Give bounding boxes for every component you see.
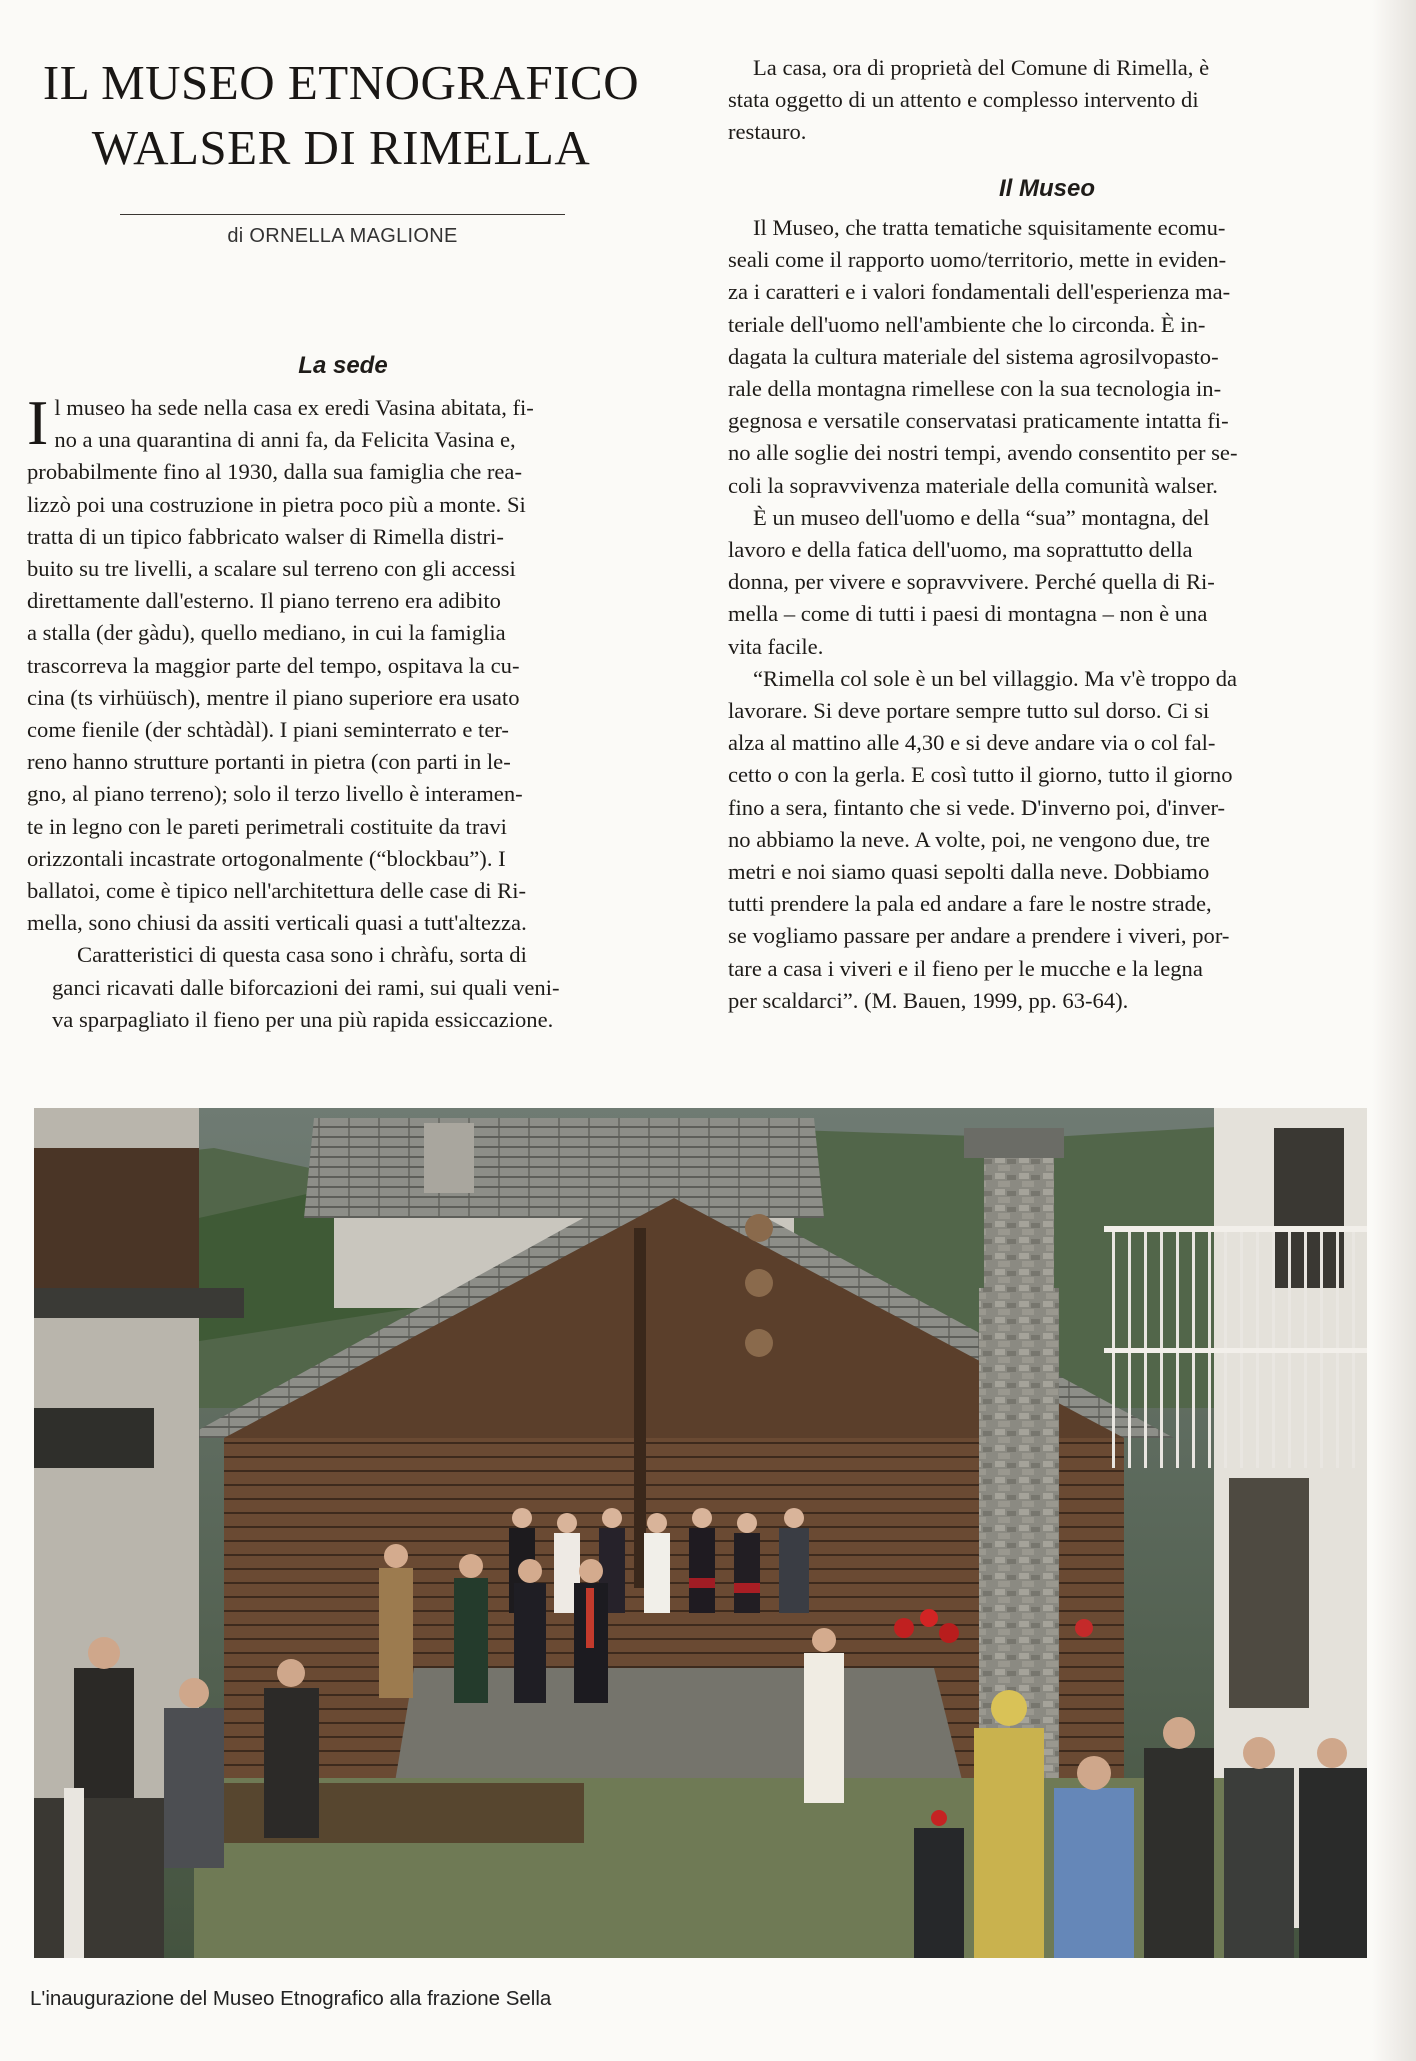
text-line: reno hanno strutture portanti in pietra (con parti in le- — [27, 749, 511, 775]
text-line: direttamente dall'esterno. Il piano terreno era adibito — [27, 588, 501, 614]
right-column-museo — [728, 212, 1366, 1017]
text-line: lavorare. Si deve portare sempre tutto sul dorso. Ci si — [728, 698, 1210, 724]
inauguration-photo — [34, 1108, 1367, 1958]
paragraph-intro — [728, 52, 1366, 149]
text-line: ganci ricavati dalle biforcazioni dei rami, sui quali veni- — [52, 974, 560, 1000]
text-line: tratta di un tipico fabbricato walser di Rimella distri- — [27, 523, 504, 549]
right-column — [728, 52, 1366, 149]
text-line: teriale dell'uomo nell'ambiente che lo circonda. È in- — [728, 311, 1206, 337]
author-byline: di ORNELLA MAGLIONE — [227, 225, 458, 247]
text-line: tare a casa i viveri e il fieno per le mucche e la legna — [728, 955, 1203, 981]
left-column — [27, 387, 659, 1036]
text-line: lavoro e della fatica dell'uomo, ma soprattutto della — [728, 537, 1193, 563]
title-line-2: WALSER DI RIMELLA — [91, 120, 591, 175]
drop-cap: I — [27, 387, 49, 458]
title-line-1: IL MUSEO ETNOGRAFICO — [42, 55, 640, 110]
text-line: buito su tre livelli, a scalare sul terreno con gli accessi — [27, 556, 516, 582]
text-line: mella – come di tutti i paesi di montagna – non è una — [728, 601, 1208, 627]
text-line: ballatoi, come è tipico nell'architettura delle case di Ri- — [27, 878, 527, 904]
text-line: La casa, ora di proprietà del Comune di Rimella, è — [753, 55, 1210, 80]
text-line: te in legno con le pareti perimetrali costituite da travi — [27, 813, 507, 839]
text-line: a stalla (der gàdu), quello mediano, in cui la famiglia — [27, 620, 506, 646]
text-line: stata oggetto di un attento e complesso intervento di — [728, 87, 1199, 113]
text-line: tutti prendere la pala ed andare a fare le nostre strade, — [728, 891, 1212, 917]
paragraph-museo-2 — [728, 502, 1366, 663]
text-line: Caratteristici di questa casa sono i chràfu, sorta di — [77, 942, 527, 968]
photo-caption: L'inaugurazione del Museo Etnografico alla frazione Sella — [30, 1987, 552, 2010]
title-rule — [120, 214, 565, 215]
text-line: probabilmente fino al 1930, dalla sua famiglia che rea- — [27, 459, 522, 485]
text-line: no a una quarantina di anni fa, da Felicita Vasina e, — [54, 427, 516, 453]
text-line: alza al mattino alle 4,30 e si deve andare via o col fal- — [728, 730, 1216, 756]
page-fold-shadow — [1372, 0, 1416, 2061]
text-line: come fienile (der schtàdàl). I piani seminterrato e ter- — [27, 717, 509, 743]
text-line: coli la sopravvivenza materiale della comunità walser. — [728, 472, 1218, 498]
paragraph-sede-2 — [27, 939, 659, 1036]
text-line: za i caratteri e i valori fondamentali dell'esperienza ma- — [728, 279, 1231, 305]
text-line: gno, al piano terreno); solo il terzo livello è interamen- — [27, 781, 523, 807]
heading-la-sede: La sede — [298, 352, 388, 379]
text-line: lizzò poi una costruzione in pietra poco più a monte. Si — [27, 491, 526, 517]
text-line: l museo ha sede nella casa ex eredi Vasina abitata, fi- — [54, 395, 534, 420]
text-line: se vogliamo passare per andare a prendere i viveri, por- — [728, 923, 1230, 949]
text-line: fino a sera, fintanto che si vede. D'inverno poi, d'inver- — [728, 794, 1226, 820]
text-line: per scaldarci”. (M. Bauen, 1999, pp. 63-64). — [728, 987, 1129, 1013]
paragraph-museo-3 — [728, 663, 1366, 1017]
text-line: rale della montagna rimellese con la sua tecnologia in- — [728, 376, 1222, 402]
text-line: gegnosa e versatile conservatasi praticamente intatta fi- — [728, 408, 1229, 434]
text-line: trascorreva la maggior parte del tempo, ospitava la cu- — [27, 652, 520, 678]
paragraph-sede-1 — [27, 387, 659, 939]
text-line: no abbiamo la neve. A volte, poi, ne vengono due, tre — [728, 826, 1210, 852]
text-line: vita facile. — [728, 633, 824, 659]
text-line: metri e noi siamo quasi sepolti dalla neve. Dobbiamo — [728, 859, 1210, 885]
text-line: orizzontali incastrate ortogonalmente (“blockbau”). I — [27, 845, 506, 871]
text-line: va sparpagliato il fieno per una più rapida essiccazione. — [52, 1006, 554, 1032]
text-line: donna, per vivere e sopravvivere. Perché quella di Ri- — [728, 569, 1215, 595]
text-line: restauro. — [728, 119, 807, 145]
text-line: cina (ts virhüüsch), mentre il piano superiore era usato — [27, 684, 520, 710]
paragraph-museo-1 — [728, 212, 1366, 502]
text-line: “Rimella col sole è un bel villaggio. Ma v'è troppo da — [753, 665, 1238, 691]
text-line: È un museo dell'uomo e della “sua” montagna, del — [753, 504, 1210, 530]
text-line: cetto o con la gerla. E così tutto il giorno, tutto il giorno — [728, 762, 1233, 788]
text-line: seali come il rapporto uomo/territorio, mette in eviden- — [728, 247, 1227, 273]
heading-il-museo: Il Museo — [998, 175, 1095, 202]
text-line: dagata la cultura materiale del sistema agrosilvopasto- — [728, 343, 1219, 369]
article-title — [26, 50, 656, 180]
text-line: Il Museo, che tratta tematiche squisitamente ecomu- — [753, 215, 1226, 240]
text-line: mella, sono chiusi da assiti verticali quasi a tutt'altezza. — [27, 910, 527, 936]
photo-illustration — [34, 1108, 1367, 1958]
text-line: no alle soglie dei nostri tempi, avendo consentito per se- — [728, 440, 1238, 466]
